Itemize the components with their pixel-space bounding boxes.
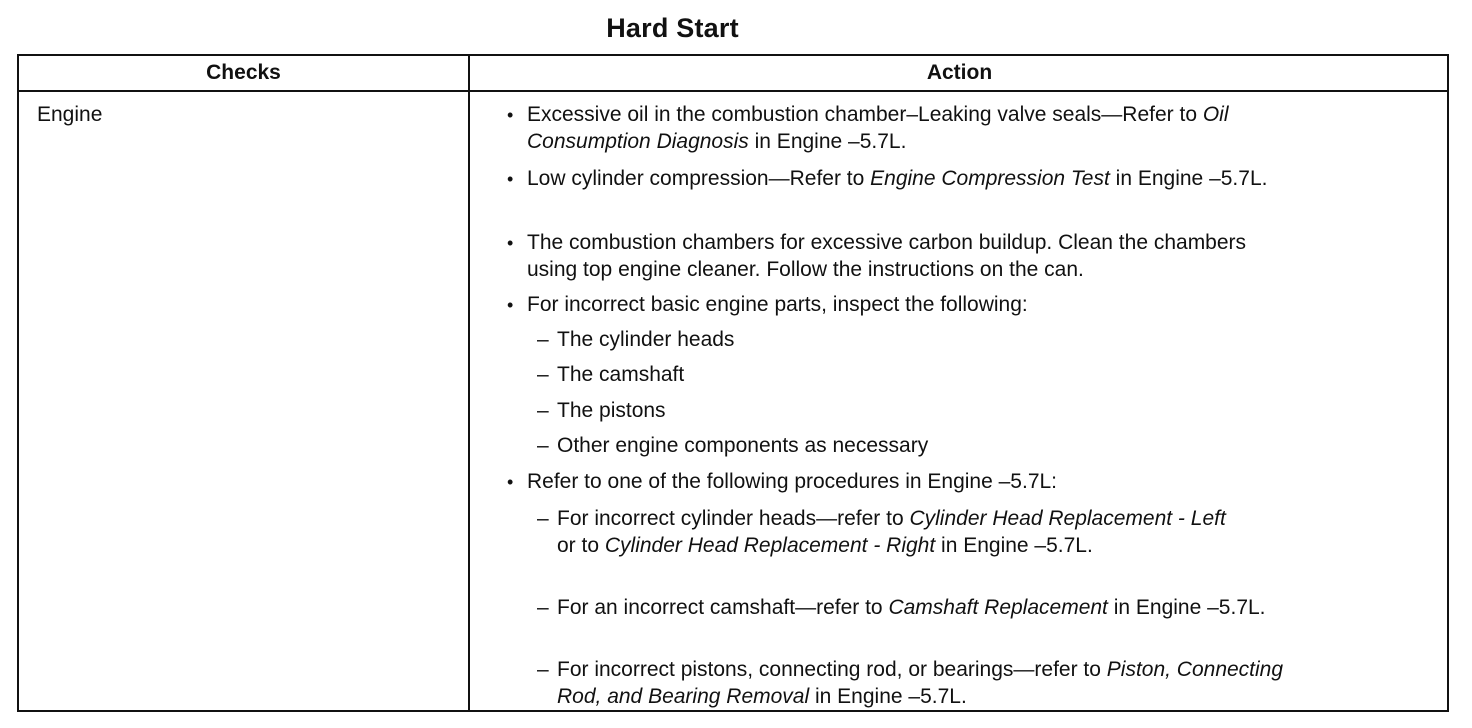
- dash-marker: –: [537, 507, 549, 530]
- dash-marker: –: [537, 399, 549, 422]
- sub-item: For incorrect pistons, connecting rod, or bearings—refer to Piston, Connecting: [557, 658, 1284, 681]
- action-line: Low cylinder compression—Refer to Engine Compression Test in Engine –5.7L.: [527, 167, 1268, 190]
- sub-item: The pistons: [557, 399, 666, 422]
- dash-marker: –: [537, 328, 549, 351]
- dash-marker: –: [537, 434, 549, 457]
- action-line: using top engine cleaner. Follow the instructions on the can.: [527, 258, 1084, 281]
- sub-item: The camshaft: [557, 363, 685, 386]
- action-line: Refer to one of the following procedures in Engine –5.7L:: [527, 470, 1058, 493]
- action-line: For incorrect basic engine parts, inspect the following:: [527, 293, 1028, 316]
- action-line: Consumption Diagnosis in Engine –5.7L.: [527, 130, 907, 153]
- check-item-engine: Engine: [37, 103, 103, 126]
- bullet-marker: •: [507, 169, 514, 189]
- sub-item: Other engine components as necessary: [557, 434, 929, 457]
- sub-item: The cylinder heads: [557, 328, 735, 351]
- action-column-header: Action: [926, 61, 993, 84]
- sub-item: Rod, and Bearing Removal in Engine –5.7L.: [557, 685, 967, 708]
- dash-marker: –: [537, 596, 549, 619]
- sub-item: For incorrect cylinder heads—refer to Cylinder Head Replacement - Left: [557, 507, 1226, 530]
- bullet-marker: •: [507, 472, 514, 492]
- action-line: Excessive oil in the combustion chamber–Leaking valve seals—Refer to Oil: [527, 103, 1229, 126]
- action-line: The combustion chambers for excessive carbon buildup. Clean the chambers: [527, 231, 1247, 254]
- page-title: Hard Start: [606, 13, 739, 43]
- bullet-marker: •: [507, 233, 514, 253]
- bullet-marker: •: [507, 295, 514, 315]
- dash-marker: –: [537, 658, 549, 681]
- sub-item: For an incorrect camshaft—refer to Camshaft Replacement in Engine –5.7L.: [557, 596, 1266, 619]
- dash-marker: –: [537, 363, 549, 386]
- checks-column-header: Checks: [206, 61, 281, 84]
- header-divider: [19, 90, 1447, 92]
- sub-item: or to Cylinder Head Replacement - Right in Engine –5.7L.: [557, 534, 1093, 557]
- bullet-marker: •: [507, 105, 514, 125]
- diagnostic-table: [17, 54, 1449, 712]
- column-divider: [468, 56, 470, 710]
